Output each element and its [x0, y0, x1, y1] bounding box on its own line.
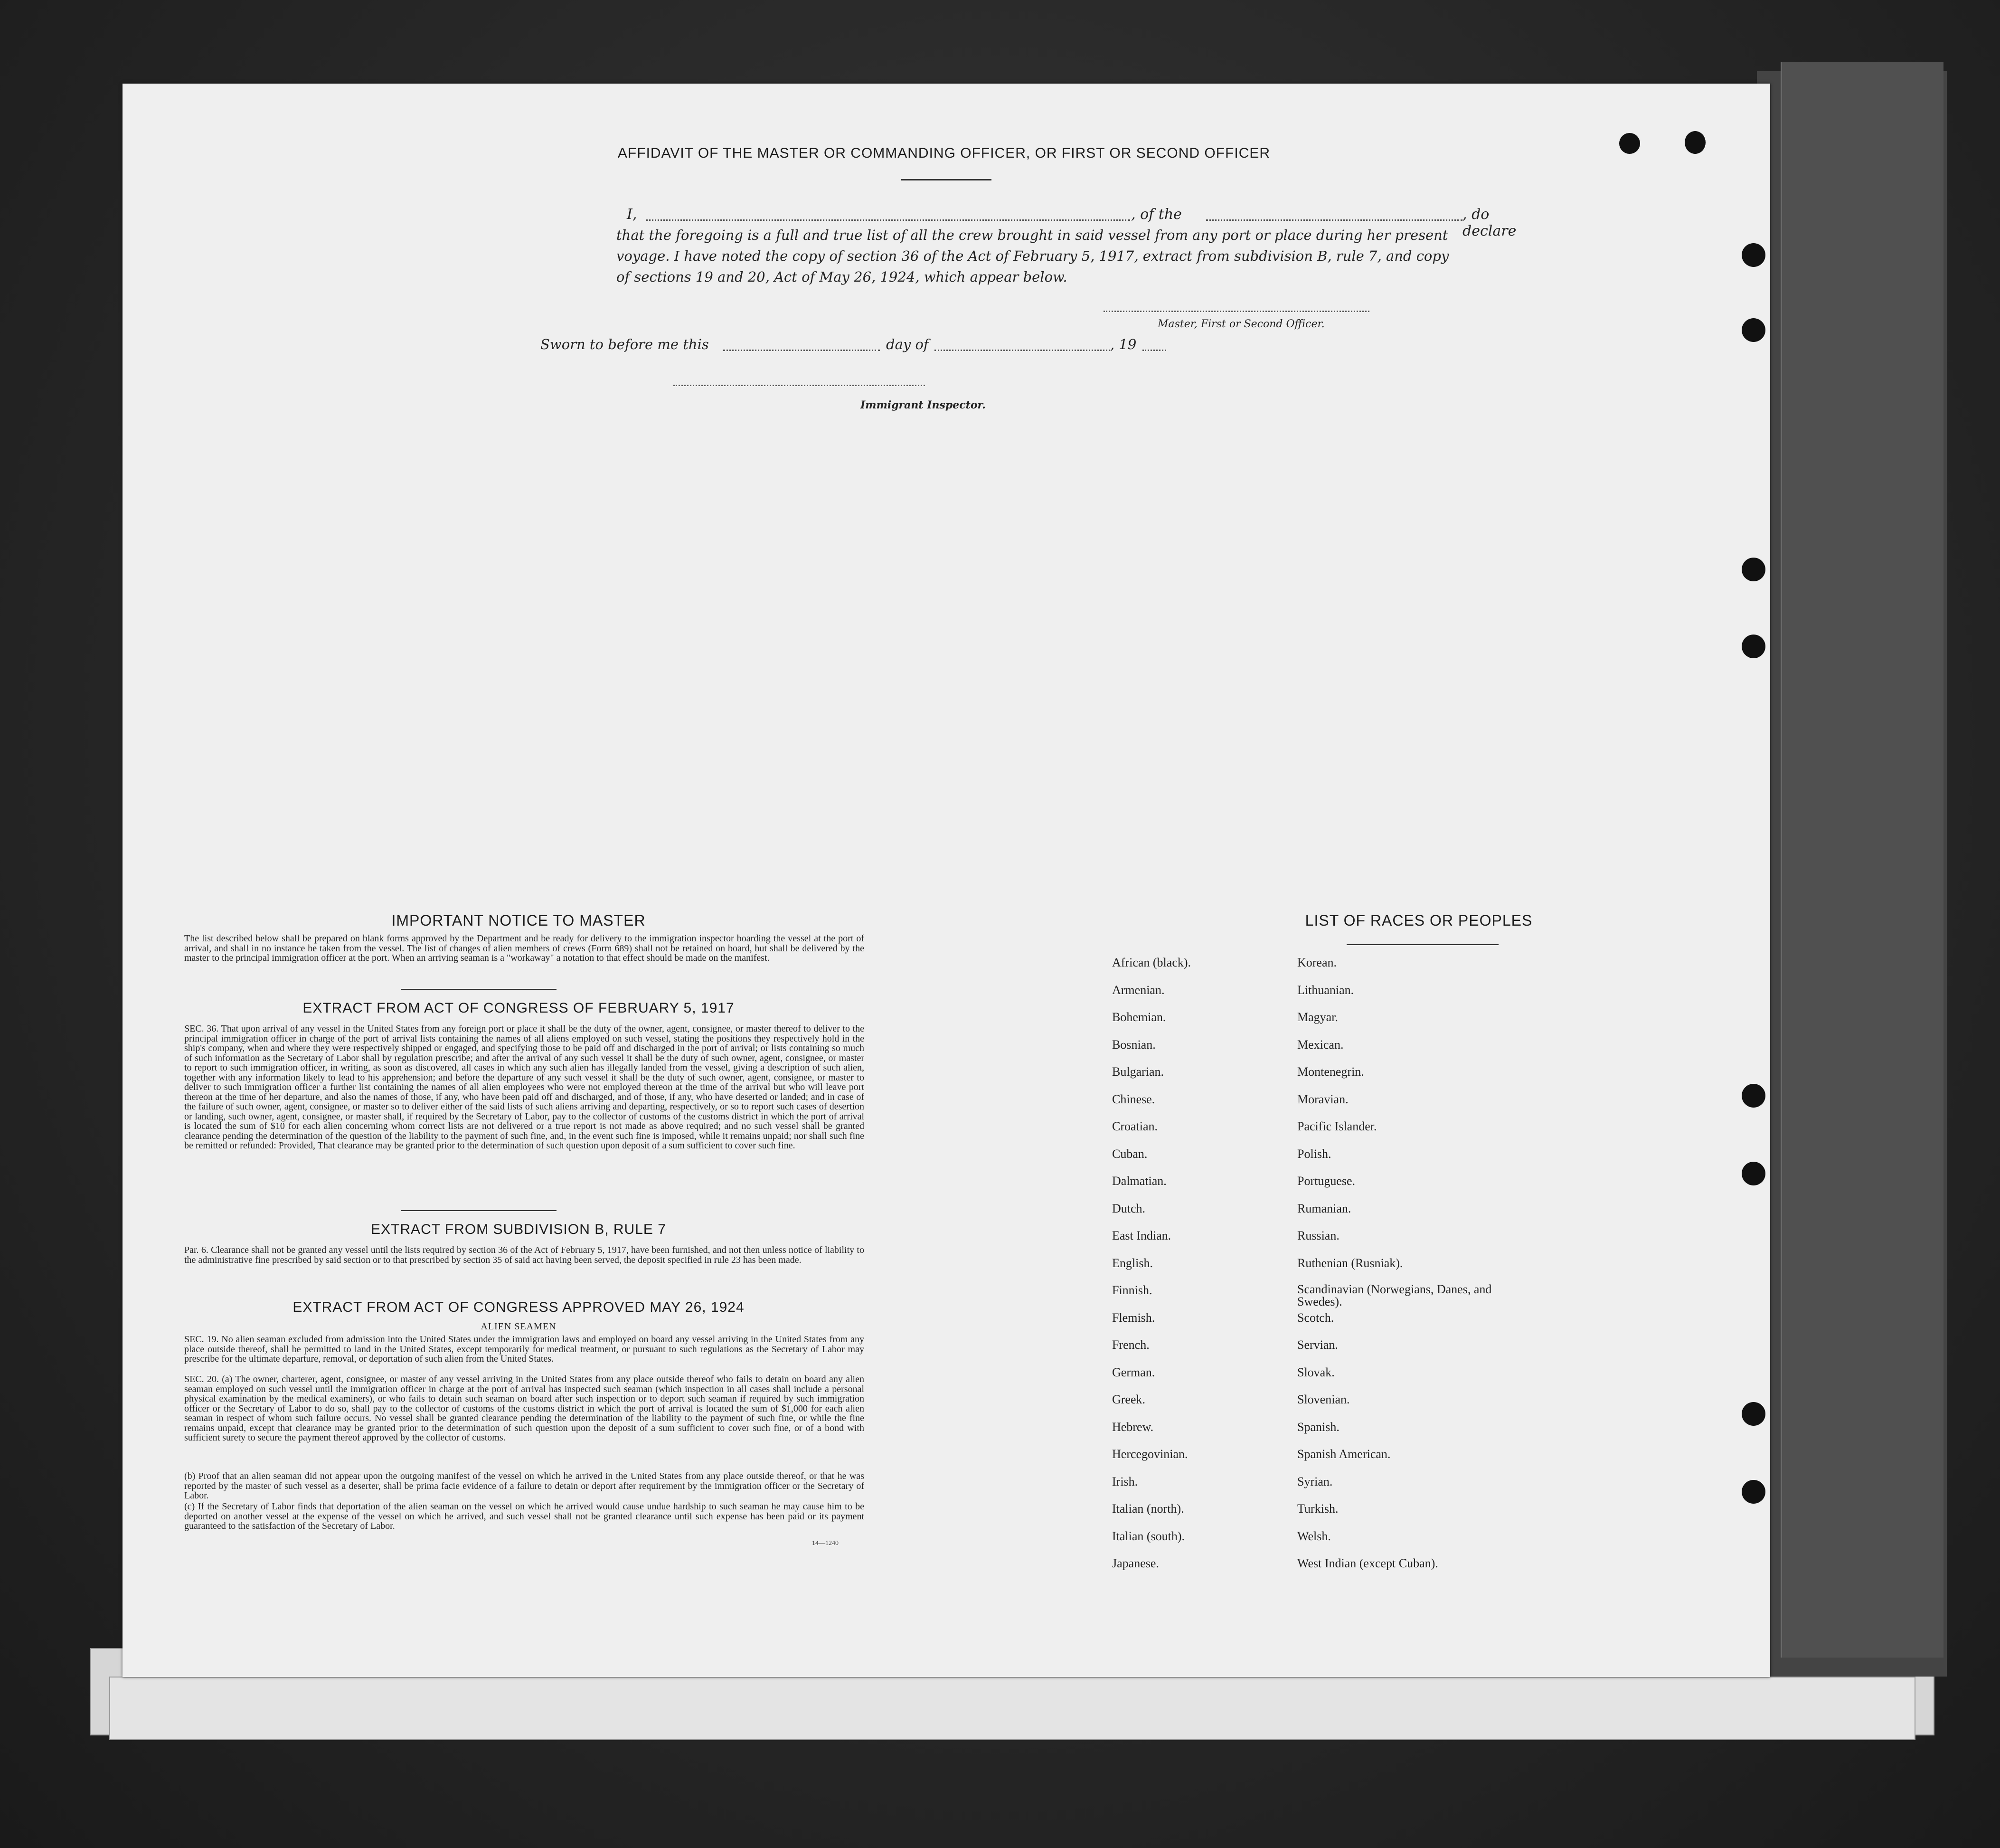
race-item: Spanish American.	[1297, 1447, 1391, 1461]
sworn-day-of: day of	[886, 336, 929, 352]
race-item: Japanese.	[1112, 1556, 1159, 1570]
notice-text: The list described below shall be prepared on blank forms approved by the Department and be ready for delivery to the immigration inspector boarding the vessel at the port of arrival, and shall in no instance be taken from the vessel. The list of changes of alien members of crews (Form 689) shall not be retained on board, but shall be delivered by the master to the principal immigration officer at the port. When an arriving seaman is a "workaway" a notation to that effect should be made on the manifest.	[184, 933, 864, 963]
sworn-month-blank[interactable]	[934, 350, 1110, 351]
race-item: Bulgarian.	[1112, 1065, 1164, 1079]
declaration-of-the: , of the	[1131, 206, 1182, 223]
race-item: Slovak.	[1297, 1365, 1335, 1379]
race-item: English.	[1112, 1256, 1153, 1270]
punch-hole	[1742, 1402, 1765, 1426]
rule7-text: Par. 6. Clearance shall not be granted any vessel until the lists required by section 36 of the Act of February 5, 1917, have been furnished, and not then unless notice of liability to the administrative fine prescribed by said section or to that prescribed by section 35 of said act having been served, the deposit specified in rule 23 has been made.	[184, 1245, 864, 1265]
sworn-text: Sworn to before me this	[540, 336, 709, 352]
race-item: Spanish.	[1297, 1420, 1340, 1434]
extract-1924-sec20b: (b) Proof that an alien seaman did not appear upon the outgoing manifest of the vessel on which he arrived in the United States from any place outside thereof, or that he was reported by the master of such vessel as a deserter, shall be prima facie evidence of a failure to detain or deport after requirement by the immigration officer or the Secretary of Labor.	[184, 1471, 864, 1501]
punch-hole	[1742, 1084, 1765, 1108]
punch-hole	[1742, 635, 1765, 658]
declaration-do-declare: , do declare	[1462, 206, 1517, 239]
race-item: Magyar.	[1297, 1010, 1338, 1024]
races-column-1	[1112, 956, 1274, 1584]
race-item: East Indian.	[1112, 1229, 1171, 1242]
race-item: West Indian (except Cuban).	[1297, 1556, 1438, 1570]
extract-1924-sec20a: SEC. 20. (a) The owner, charterer, agent, consignee, or master of any vessel arriving in the United States from any place outside thereof who fails to detain on board any alien seaman employed on such vessel until the immigration officer in charge at the port of arrival has inspected such seaman (which inspection in all cases shall include a personal physical examination by the medical examiners), or who fails to detain such seaman on board after such inspection or to deport such seaman if required by such immigration officer or the Secretary of Labor to do so, shall pay to the collector of customs of the customs district in which the port of arrival is located the sum of $1,000 for each alien seaman in respect of whom such failure occurs. No vessel shall be granted clearance pending the determination of the liability to the payment of such fine, or while the fine remains unpaid, except that clearance may be granted prior to the determination of such question upon the deposit of a sum sufficient to cover such fine, or of a bond with sufficient surety to secure the payment thereof approved by the collector of customs.	[184, 1374, 864, 1443]
race-item: Montenegrin.	[1297, 1065, 1364, 1079]
race-item: Moravian.	[1297, 1092, 1349, 1106]
manifest-back-page	[123, 84, 1770, 1677]
punch-hole	[1742, 1162, 1765, 1185]
punch-hole	[1742, 558, 1765, 581]
extract-1917-title: EXTRACT FROM ACT OF CONGRESS OF FEBRUARY 5, 1917	[302, 1000, 735, 1016]
race-item: Bosnian.	[1112, 1037, 1156, 1052]
race-item: Polish.	[1297, 1147, 1331, 1161]
race-item: Slovenian.	[1297, 1393, 1350, 1406]
declaration-line-2: that the foregoing is a full and true list of all the crew brought in said vessel from any port or place during her present	[616, 227, 1448, 243]
race-item: African (black).	[1112, 956, 1191, 969]
name-blank[interactable]	[646, 219, 1130, 221]
race-item: Rumanian.	[1297, 1201, 1351, 1215]
vessel-blank[interactable]	[1206, 219, 1462, 221]
race-item: French.	[1112, 1338, 1150, 1352]
sworn-line	[540, 336, 1310, 355]
races-title-divider	[1347, 944, 1499, 945]
extract-1924-title: EXTRACT FROM ACT OF CONGRESS APPROVED MAY 26, 1924	[292, 1299, 745, 1315]
race-item: Dutch.	[1112, 1201, 1146, 1215]
extract-1917-text: SEC. 36. That upon arrival of any vessel in the United States from any foreign port or place it shall be the duty of the owner, agent, consignee, or master thereof to deliver to the principal immigration officer in charge of the port of arrival lists containing the names of all aliens employed on such vessel, stating the positions they respectively hold in the ship's company, when and where they were respectively shipped or engaged, and specifying those to be paid off and discharged in the port of arrival; or lists containing so much of such information as the Secretary of Labor shall by regulation prescribe; and after the arrival of any such vessel it shall be the duty of such owner, agent, consignee, or master to report to such immigration officer, in writing, as soon as discovered, all cases in which any such alien has illegally landed from the vessel, giving a description of such alien, together with any information likely to lead to his apprehension; and before the departure of any such vessel it shall be the duty of such owner, agent, consignee, or master to deliver to such immigration officer a further list containing the names of all alien employees who were not employed thereon at the time of the arrival but who will leave port thereon at the time of her departure, and also the names of those, if any, who have been paid off and discharged, and of those, if any, who have deserted or landed; and in case of the failure of such owner, agent, consignee, or master so to deliver either of the said lists of such aliens arriving and departing, respectively, or so to report such cases of desertion or landing, such owner, agent, consignee, or master shall, if required by the Secretary of Labor, pay to the collector of customs of the customs district in which the port of arrival is located the sum of $10 for each alien concerning whom correct lists are not delivered or a true report is not made as above required; and no such vessel shall be granted clearance pending the determination of the question of the liability to the payment of such fine, and, in the event such fine is imposed, while it remains unpaid; nor shall such fine be remitted or refunded: Provided, That clearance may be granted prior to the determination of such question upon deposit of a sum sufficient to cover such fine.	[184, 1024, 864, 1151]
race-item: Russian.	[1297, 1229, 1340, 1242]
section-divider	[401, 989, 557, 990]
sworn-day-blank[interactable]	[723, 350, 880, 351]
affidavit-title: AFFIDAVIT OF THE MASTER OR COMMANDING OFFICER, OR FIRST OR SECOND OFFICER	[617, 145, 1271, 161]
race-item: Armenian.	[1112, 983, 1165, 997]
race-item: Pacific Islander.	[1297, 1119, 1377, 1133]
race-item: Lithuanian.	[1297, 983, 1354, 997]
inspector-signature-blank[interactable]	[673, 385, 925, 386]
race-item: Ruthenian (Rusniak).	[1297, 1256, 1403, 1270]
races-column-2	[1297, 956, 1497, 1584]
race-item: Italian (south).	[1112, 1529, 1185, 1543]
declaration-i: I,	[627, 206, 637, 223]
race-item: Mexican.	[1297, 1037, 1344, 1052]
race-item: Servian.	[1297, 1338, 1338, 1352]
race-item: Scandinavian (Norwegians, Danes, and Swedes).	[1297, 1282, 1492, 1308]
race-item: Cuban.	[1112, 1147, 1148, 1161]
race-item: Korean.	[1297, 956, 1337, 969]
race-item: Welsh.	[1297, 1529, 1331, 1543]
race-item: German.	[1112, 1365, 1155, 1379]
inspector-label: Immigrant Inspector.	[860, 399, 986, 411]
race-item: Scotch.	[1297, 1310, 1334, 1325]
underlying-sheet	[109, 1677, 1915, 1740]
section-divider	[401, 1210, 557, 1211]
underlying-dark-sheet	[1781, 62, 1943, 1658]
punch-hole	[1742, 243, 1765, 267]
extract-1924-sec19: SEC. 19. No alien seaman excluded from admission into the United States under the immigration laws and employed on board any vessel arriving in the United States from any place outside thereof, shall be permitted to land in the United States, except temporarily for medical treatment, or pursuant to such regulations as the Secretary of Labor may prescribe for the ultimate departure, removal, or deportation of such alien from the United States.	[184, 1334, 864, 1364]
declaration-line-4: of sections 19 and 20, Act of May 26, 1924, which appear below.	[616, 269, 1067, 285]
rule7-title: EXTRACT FROM SUBDIVISION B, RULE 7	[371, 1222, 666, 1237]
race-item: Finnish.	[1112, 1283, 1152, 1297]
race-item: Bohemian.	[1112, 1010, 1166, 1024]
race-item: Chinese.	[1112, 1092, 1155, 1106]
punch-hole	[1742, 318, 1765, 342]
race-item: Greek.	[1112, 1393, 1146, 1406]
race-item: Syrian.	[1297, 1474, 1333, 1488]
race-item: Italian (north).	[1112, 1502, 1184, 1516]
form-number: 14—1240	[812, 1540, 839, 1547]
declaration-line-3: voyage. I have noted the copy of section 36 of the Act of February 5, 1917, extract from subdivision B, rule 7, and copy	[616, 248, 1449, 264]
title-divider	[901, 179, 991, 180]
race-item: Croatian.	[1112, 1119, 1158, 1133]
sworn-year-blank[interactable]	[1142, 350, 1166, 351]
race-item: Turkish.	[1297, 1502, 1339, 1516]
signature-label: Master, First or Second Officer.	[1158, 318, 1325, 330]
extract-1924-sec20c: (c) If the Secretary of Labor finds that deportation of the alien seaman on the vessel on which he arrived would cause undue hardship to such seaman he may cause him to be deported on another vessel at the expense of the vessel on which he arrived, and such vessel shall not be granted clearance until such expense has been paid or its payment guaranteed to the satisfaction of the Secretary of Labor.	[184, 1501, 864, 1531]
race-item: Hercegovinian.	[1112, 1447, 1188, 1461]
race-item: Flemish.	[1112, 1310, 1155, 1325]
races-title: LIST OF RACES OR PEOPLES	[1305, 912, 1533, 929]
race-item: Portuguese.	[1297, 1174, 1356, 1188]
sworn-year: , 19	[1110, 336, 1137, 352]
alien-seamen-subtitle: ALIEN SEAMEN	[481, 1321, 557, 1332]
signature-blank[interactable]	[1104, 311, 1369, 312]
notice-title: IMPORTANT NOTICE TO MASTER	[391, 912, 646, 929]
race-item: Irish.	[1112, 1474, 1138, 1488]
race-item: Dalmatian.	[1112, 1174, 1167, 1188]
race-item: Hebrew.	[1112, 1420, 1154, 1434]
punch-hole	[1742, 1480, 1765, 1504]
